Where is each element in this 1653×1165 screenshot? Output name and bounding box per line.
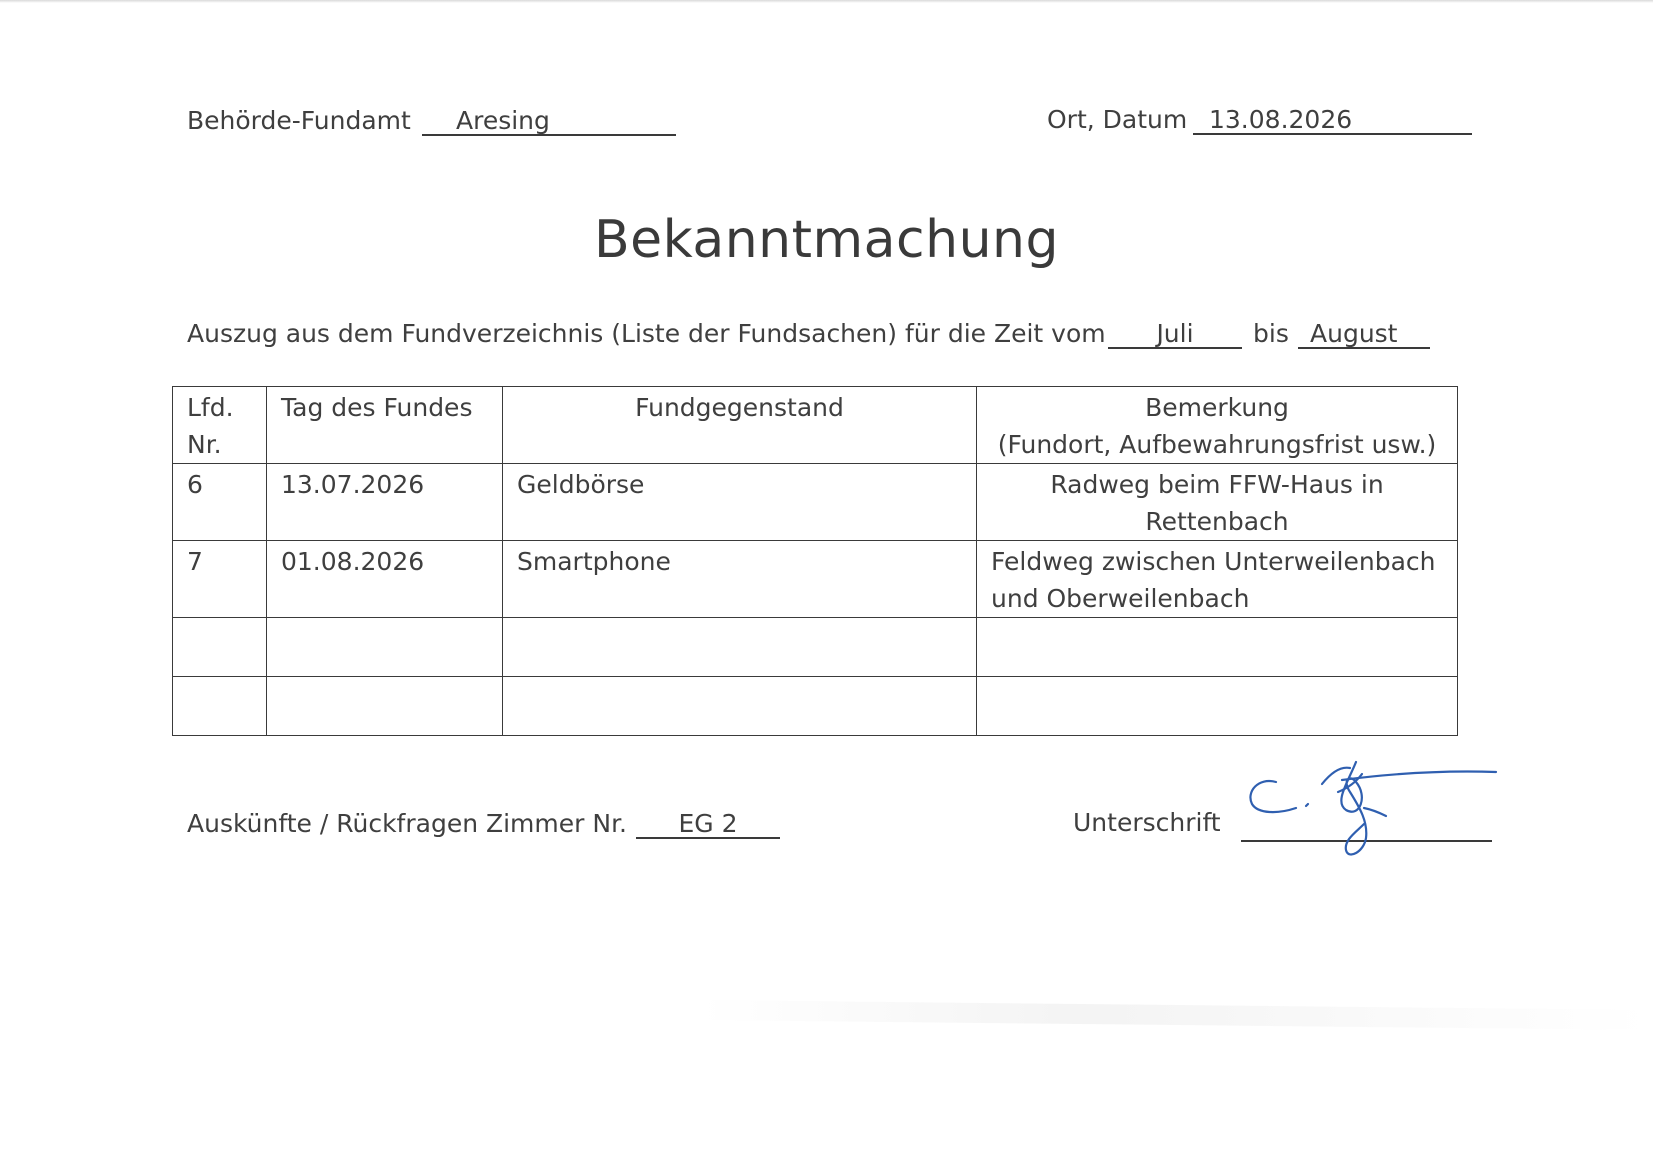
- scan-smudge: [700, 1000, 1650, 1030]
- header-remark: [977, 387, 1458, 464]
- period-label: Auszug aus dem Fundverzeichnis (Liste der Fundsachen) für die Zeit vom: [187, 319, 1106, 348]
- header-nr-line2: Nr.: [187, 430, 222, 459]
- room-field: [636, 809, 780, 839]
- cell-nr: 7: [173, 541, 267, 618]
- header-nr: [173, 387, 267, 464]
- cell-item: Smartphone: [503, 541, 977, 618]
- fund-table: [172, 386, 1458, 736]
- place-date-field: [1193, 105, 1472, 135]
- cell-empty: [267, 677, 503, 736]
- cell-empty: [503, 677, 977, 736]
- cell-date: 01.08.2026: [267, 541, 503, 618]
- cell-empty: [503, 618, 977, 677]
- header-remark-line2: (Fundort, Aufbewahrungsfrist usw.): [997, 430, 1437, 459]
- cell-remark: [977, 541, 1458, 618]
- header-date: Tag des Fundes: [267, 387, 503, 464]
- signature-label: Unterschrift: [1073, 808, 1221, 837]
- cell-item: Geldbörse: [503, 464, 977, 541]
- period-to-value: August: [1310, 319, 1398, 348]
- cell-remark-line2: und Oberweilenbach: [991, 584, 1250, 613]
- place-date-label: Ort, Datum: [1047, 105, 1188, 134]
- cell-empty: [267, 618, 503, 677]
- header-nr-line1: Lfd.: [187, 393, 234, 422]
- authority-label: Behörde-Fundamt: [187, 106, 411, 135]
- table-header-row: [173, 387, 1458, 464]
- handwritten-signature: [1238, 752, 1498, 872]
- cell-empty: [173, 618, 267, 677]
- cell-remark-line1: Radweg beim FFW-Haus in: [1050, 470, 1384, 499]
- place-date-value: 13.08.2026: [1209, 105, 1353, 134]
- authority-field: [422, 106, 676, 136]
- cell-nr: 6: [173, 464, 267, 541]
- room-value: EG 2: [678, 809, 738, 838]
- scan-top-edge: [0, 0, 1653, 3]
- table-row-empty: [173, 618, 1458, 677]
- table-row-empty: [173, 677, 1458, 736]
- period-to-field: [1298, 319, 1430, 349]
- cell-remark: [977, 464, 1458, 541]
- period-from-value: Juli: [1156, 319, 1194, 348]
- room-label: Auskünfte / Rückfragen Zimmer Nr.: [187, 809, 628, 838]
- cell-empty: [977, 677, 1458, 736]
- cell-remark-line2: Rettenbach: [1145, 507, 1289, 536]
- header-item: Fundgegenstand: [503, 387, 977, 464]
- cell-empty: [173, 677, 267, 736]
- cell-remark-line1: Feldweg zwischen Unterweilenbach: [991, 547, 1436, 576]
- authority-value: Aresing: [456, 106, 550, 135]
- period-from-field: [1108, 319, 1242, 349]
- header-remark-line1: Bemerkung: [1145, 393, 1289, 422]
- cell-date: 13.07.2026: [267, 464, 503, 541]
- table-row: [173, 541, 1458, 618]
- cell-empty: [977, 618, 1458, 677]
- period-to-label: bis: [1253, 319, 1289, 348]
- table-row: [173, 464, 1458, 541]
- document-title: Bekanntmachung: [593, 210, 1060, 270]
